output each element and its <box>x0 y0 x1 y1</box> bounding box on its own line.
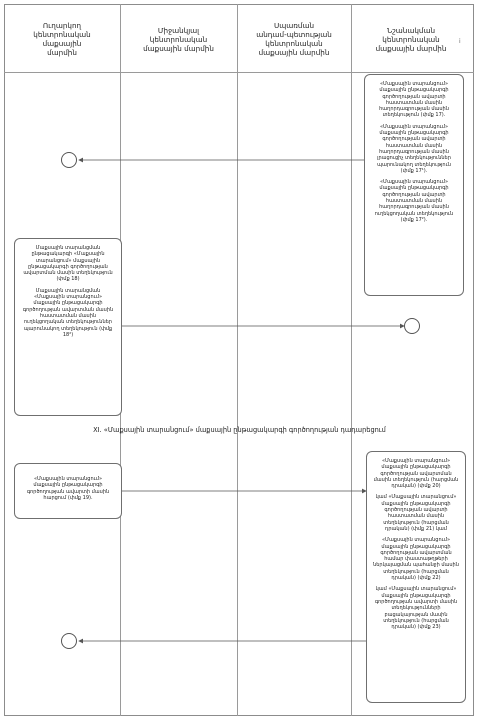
response-box-destination <box>366 451 466 703</box>
column-header-destination-customs: Նշանակման կենտրոնական մաքսային մարմին <box>375 25 447 53</box>
column-header-intermediate-customs: Միջանկյալ կենտրոնական մաքսային մարմին <box>143 25 214 53</box>
message-19: «Մաքսային տարանցում» մաքսային ընթացակարգի գործողության ավարտի մասին հարցում (փմք 19). <box>26 476 110 501</box>
message-21: կամ «Մաքսային տարանցում» մաքսային ընթացակարգի գործողության ավարտի հաստատման մասին տեղեկություն (հարցման դրական) (փմք 21) կամ <box>375 494 457 532</box>
message-18-2: Մաքսային տարանցման «Մաքսային տարանցում» մաքսային ընթացակարգի գործողության ավարտման մասին հաստատման մասին ուղեկցողական տեղեկություններ պարունակող տեղեկություն (փմք 18²) <box>22 287 114 338</box>
end-event-destination <box>404 318 420 334</box>
section-title: XI. «Մաքսային տարանցում» մաքսային ընթացակարգի գործողության դադարեցում <box>93 426 386 434</box>
end-event-sending-bottom <box>61 633 77 649</box>
message-23: կամ «Մաքսային տարանցում» մաքսային ընթացակարգի գործողության ավարտի մասին տեղեկությունների բացակայության մասին տեղեկություն (հարցման դրական) (փմք 23) <box>374 586 458 631</box>
notification-box-destination <box>364 74 464 296</box>
request-box-sending <box>14 463 122 519</box>
end-event-sending-top <box>61 152 77 168</box>
message-18: Մաքսային տարանցման ընթացակարգի «Մաքսային տարանցում» մաքսային ընթացակարգի գործողության ավարտման մասին տեղեկություն (փմք 18) <box>23 245 113 283</box>
completion-box-sending <box>14 238 122 416</box>
message-17-1: «Մաքսային տարանցում» մաքսային ընթացակարգի գործողության ավարտի հաստատման մասին հաղորդագրության մասին լրացուցիչ տեղեկություններ պարունակող տեղեկություն (փմք 17¹). <box>377 123 451 174</box>
message-22: «Մաքսային տարանցում» մաքսային ընթացակարգի գործողության ավարտման համար փաստաթղթերի ներկայացման պահանջի մասին տեղեկություն (հարցման դրական) (փմք 22) <box>373 537 459 582</box>
message-17: «Մաքսային տարանցում» մաքսային ընթացակարգի գործողության ավարտի հաստատման մասին հաղորդագրության մասին տեղեկություն (փմք 17). <box>379 81 449 119</box>
message-20: «Մաքսային տարանցում» մաքսային ընթացակարգի գործողության ավարտման մասին տեղեկություն (հարցման դրական) (փմք 20) <box>373 458 459 490</box>
column-header-consumption-state-customs: Սպառման անդամ-պետության կենտրոնական մաքսային մարմին <box>256 21 332 57</box>
column-header-sending-customs: Ուղարկող կենտրոնական մաքսային մարմին <box>33 21 91 57</box>
message-17-2: «Մաքսային տարանցում» մաքսային ընթացակարգի գործողության ավարտի հաստատման մասին հաղորդագրության մասին ուղեկցողական տեղեկություն (փմք 17²). <box>374 179 454 223</box>
column-marker: i <box>459 38 461 45</box>
